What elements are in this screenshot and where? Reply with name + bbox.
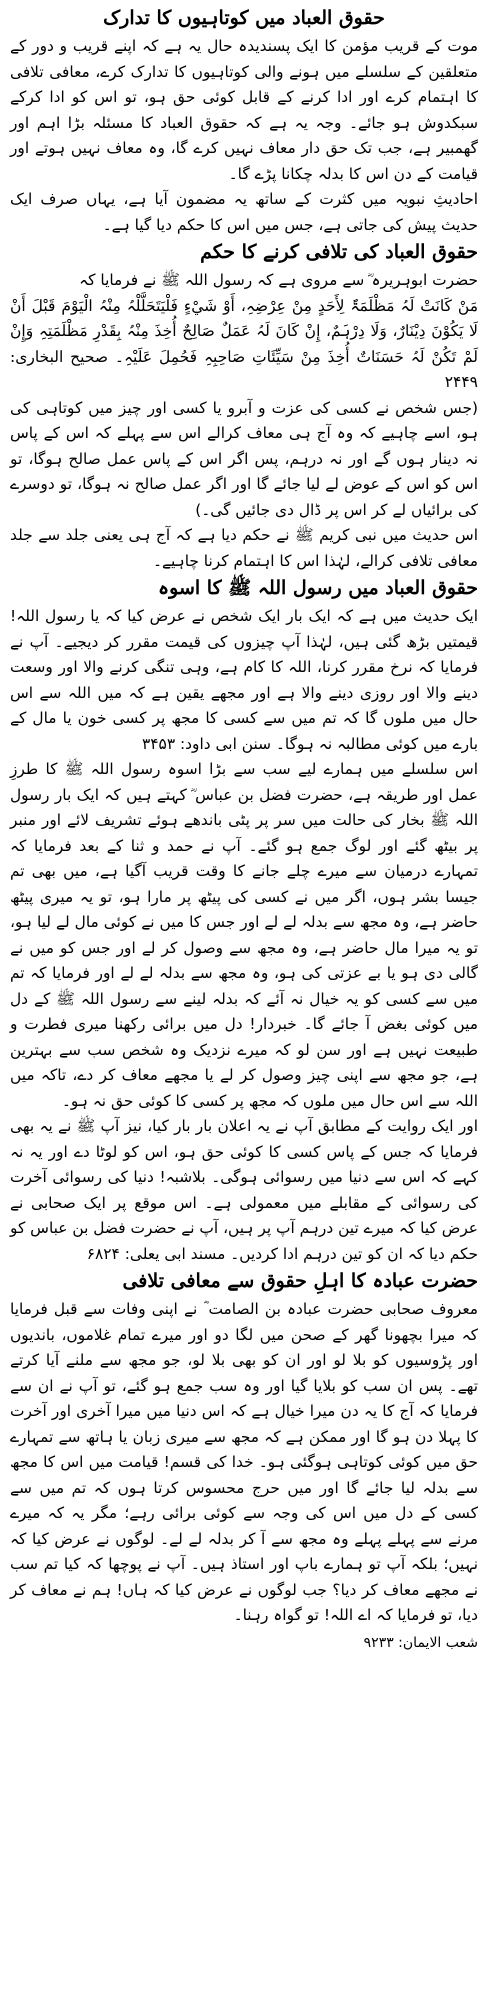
paragraph-hadith-explanation: اس حدیث میں نبی کریم ﷺ نے حکم دیا ہے کہ آج ہی یعنی جلد سے جلد معافی تلافی کرالے، لہٰذا اس کا اہتمام کرنا چاہیے۔ [10, 526, 478, 570]
paragraph-intro: موت کے قریب مؤمن کا ایک پسندیدہ حال یہ ہے کہ اپنے قریب و دور کے متعلقین کے سلسلے میں ہونے والی کوتاہیوں کا تدارک کرے، معافی تلافی کا اہتمام کرے اور ادا کرنے کے قابل کوئی حق ہو، تو اس کو ادا کرکے سبکدوش ہو جائے۔ وجہ یہ ہے کہ حقوق العباد کا مسئلہ بڑا اہم اور گھمبیر ہے، جب تک حق دار معاف نہیں کرے گا، وہ معاف نہیں ہوتے اور قیامت کے دن اس کا بدلہ چکانا پڑے گا۔ [10, 37, 478, 183]
footer-reference: شعب الایمان: ۹۲۳۳ [363, 1634, 478, 1651]
paragraph-fadl-narration: اس سلسلے میں ہمارے لیے سب سے بڑا اسوہ رسول اللہ ﷺ کا طرزِ عمل اور طریقہ ہے، حضرت فضل بن عباس ؓ کہتے ہیں کہ ایک بار رسول اللہ ﷺ بخار کی حالت میں سر پر پٹی باندھے ہوئے تشریف لائے اور منبر پر بیٹھ گئے اور لوگ جمع ہو گئے۔ آپ نے حمد و ثنا کے بعد فرمایا کہ تمہارے درمیان سے میرے چلے جانے کا وقت قریب آگیا ہے، میں بھی تم جیسا بشر ہوں، اگر میں نے کسی کی پیٹھ پر مارا ہو، تو یہ میری پیٹھ حاضر ہے، وہ مجھ سے بدلہ لے لے اور جس کا میں نے کوئی مال لے لیا ہو، تو یہ میرا مال حاضر ہے، وہ مجھ سے وصول کر لے اور جس کو میں نے گالی دی ہو یا بے عزتی کی ہو، وہ مجھ سے بدلہ لے لے اور فرمایا کہ تم میں سے کسی کو یہ خیال نہ آئے کہ بدلہ لینے سے رسول اللہ ﷺ کے دل میں کوئی بغض آ جائے گا۔ خبردار! دل میں برائی رکھنا میری فطرت و طبیعت نہیں ہے اور سن لو کہ میرے نزدیک وہ شخص سب سے بہترین ہے، جو مجھ سے اپنی چیز وصول کر لے یا مجھے معاف کر دے، تاکہ میں اللہ سے اس حال میں ملوں کہ مجھ پر کسی کا کوئی حق نہ ہو۔ [10, 760, 478, 1110]
paragraph-second-narration: اور ایک روایت کے مطابق آپ نے یہ اعلان بار بار کیا، نیز آپ ﷺ نے یہ بھی فرمایا کہ جس کے پاس کسی کا کوئی حق ہو، اس کو لوٹا دے اور یہ نہ کہے کہ اس سے دنیا میں رسوائی ہوگی۔ بلاشبہ! دنیا کی رسوائی آخرت کی رسوائی کے مقابلے میں معمولی ہے۔ اس موقع پر ایک صحابی نے عرض کیا کہ میرے تین درہم آپ پر ہیں، آپ نے حضرت فضل بن عباس کو حکم دیا کہ ان کو تین درہم ادا کردیں۔ مسند ابی یعلی: ۶۸۲۴ [10, 1117, 478, 1263]
paragraph-ubadah-story: معروف صحابی حضرت عبادہ بن الصامت ؓ نے اپنی وفات سے قبل فرمایا کہ میرا بچھونا گھر کے صحن میں لگا دو اور میرے تمام غلاموں، باندیوں اور پڑوسیوں کو بلا لو اور ان کو بھی بلا لو، جو مجھ سے ملنے آیا کرتے تھے۔ پس ان سب کو بلایا گیا اور وہ سب جمع ہو گئے، تو آپ نے ان سے فرمایا کہ آج کا یہ دن میرا خیال ہے کہ اس دنیا میں میرا آخری اور آخرت کا پہلا دن ہو گا اور ممکن ہے کہ مجھ سے میری زبان یا ہاتھ سے تمہارے حق میں کوئی کوتاہی ہوگئی ہو۔ خدا کی قسم! قیامت میں اس کا مجھ سے بدلہ لیا جائے گا اور میں حرج محسوس کرتا ہوں کہ تم میں سے کسی کے دل میں اس کی وجہ سے کوئی برائی رہے؛ مگر یہ کہ میرے مرنے سے پہلے پہلے وہ مجھ سے آ کر بدلہ لے لے۔ لوگوں نے عرض کیا کہ نہیں؛ بلکہ آپ تو ہمارے باپ اور استاذ ہیں۔ آپ نے پوچھا کہ کیا تم سب نے مجھے معاف کر دیا؟ جب لوگوں نے عرض کیا کہ ہاں! ہم نے معاف کر دیا، تو فرمایا کہ اے اللہ! تو گواہ رہنا۔ [10, 1300, 478, 1624]
paragraph-hadith-intro: احادیثِ نبویہ میں کثرت کے ساتھ یہ مضمون آیا ہے، یہاں صرف ایک حدیث پیش کی جاتی ہے، جس میں اس کا حکم دیا گیا ہے۔ [10, 190, 478, 234]
paragraph-prices-hadith: ایک حدیث میں ہے کہ ایک بار ایک شخص نے عرض کیا کہ یا رسول اللہ! قیمتیں بڑھ گئی ہیں، لہٰذا آپ چیزوں کی قیمت مقرر کر دیجیے۔ آپ نے فرمایا کہ نرخ مقرر کرنا، اللہ کا کام ہے، وہی تنگی کرنے والا اور وسعت دینے والا اور روزی دینے والا ہے اور مجھے یقین ہے کہ میں اللہ سے اس حال میں ملوں گا کہ تم میں سے کسی کا مجھ پر کسی خون یا مال کے بارے میں کوئی مطالبہ نہ ہوگا۔ سنن ابی داود: ۳۴۵۳ [10, 607, 478, 753]
main-heading: حقوق العباد میں کوتاہیوں کا تدارک [103, 7, 385, 29]
paragraph-narration: حضرت ابوہریرہ ؓ سے مروی ہے کہ رسول اللہ ﷺ نے فرمایا کہ [79, 271, 478, 289]
paragraph-hadith-translation: (جس شخص نے کسی کی عزت و آبرو یا کسی اور چیز میں کوتاہی کی ہو، اسے چاہیے کہ وہ آج ہی معاف کرالے اس سے پہلے کہ اس کے پاس نہ دینار ہوں گے اور نہ درہم، پس اگر اس کے پاس عمل صالح ہوگا، تو اس کو اس کے عوض لے لیا جائے گا اور اگر عمل صالح نہ ہوگا، تو دوسرے کی برائیاں لے کر اس پر ڈال دی جائیں گی۔) [10, 398, 478, 519]
section-heading-command: حقوق العباد کی تلافی کرنے کا حکم [200, 241, 478, 263]
section-heading-ubadah: حضرت عبادہ کا اہلِ حقوق سے معافی تلافی [122, 1270, 478, 1292]
section-heading-prophet-example: حقوق العباد میں رسول اللہ ﷺ کا اسوہ [158, 577, 478, 599]
hadith-arabic-text: مَنْ کَانَتْ لَہُ مَظْلَمَۃٌ لِأَحَدٍ مِنْ عِرْضِہِ، أَوْ شَيْءٍ فَلْیَتَحَلَّلْہُ مِنْہُ الْیَوْمَ قَبْلَ أَنْ لَا یَکُوْنَ دِیْنَارٌ، وَلَا دِرْہَمٌ، إِنْ کَانَ لَہُ عَمَلٌ صَالِحٌ أُخِذَ مِنْہُ بِقَدْرِ مَظْلَمَتِہِ وَإِنْ لَمْ تَکُنْ لَہُ حَسَنَاتٌ أُخِذَ مِنْ سَیِّئَاتِ صَاحِبِہِ فَحُمِلَ عَلَیْہِ۔ صحیح البخاری: ۲۴۴۹ [10, 296, 478, 391]
